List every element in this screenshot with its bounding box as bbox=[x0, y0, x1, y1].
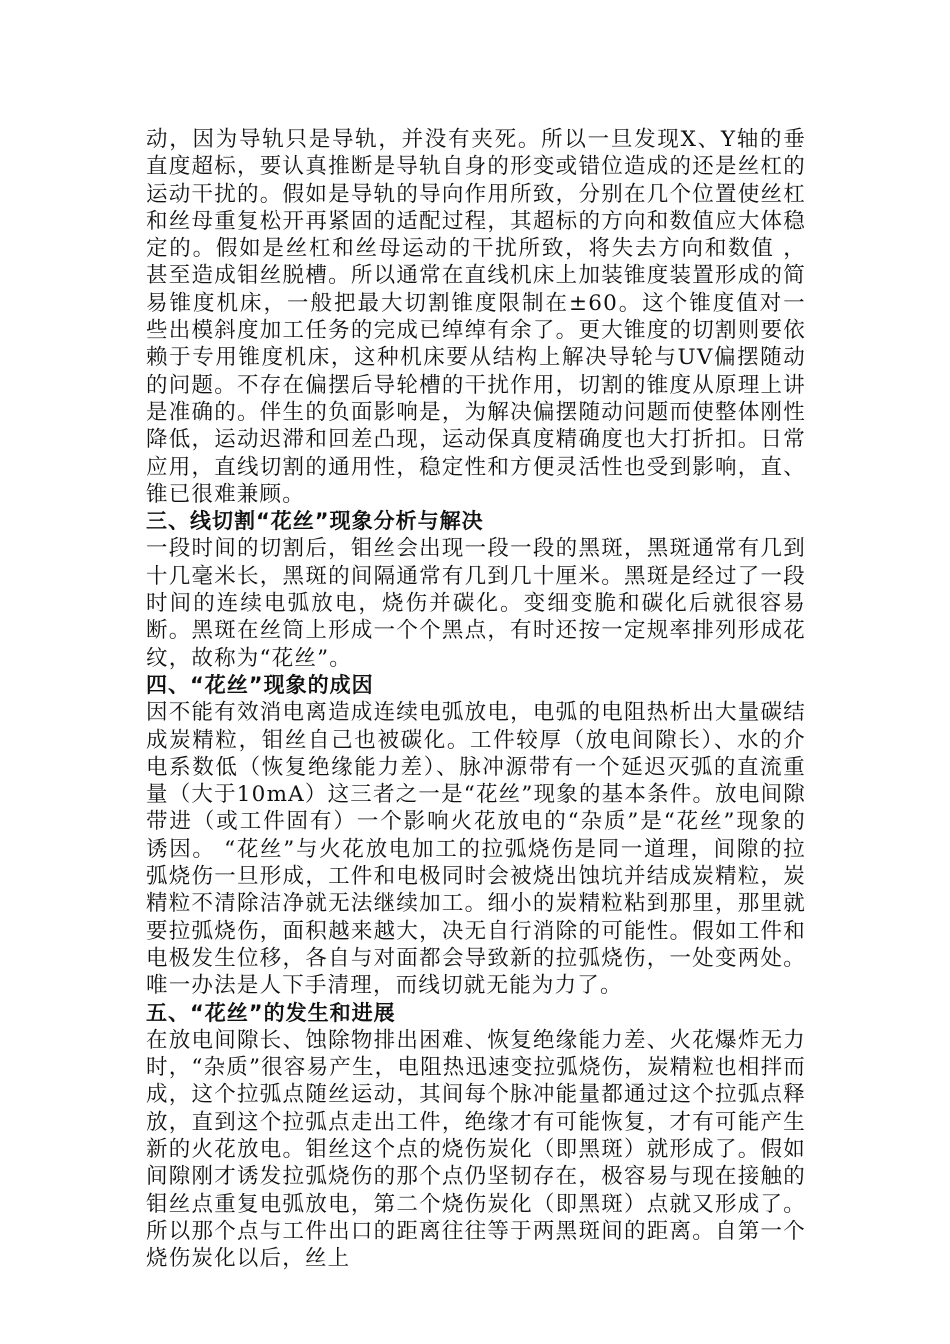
paragraph-black-spots: 一段时间的切割后，钼丝会出现一段一段的黑斑，黑斑通常有几到十几毫米长，黑斑的间隔通常有几到几十厘米。黑斑是经过了一段时间的连续电弧放电，烧伤并碳化。变细变脆和碳化后就很容易断。黑斑在丝筒上形成一个个黑点，有时还按一定规率排列形成花纹，故称为“花丝”。 bbox=[146, 536, 806, 671]
paragraph-guide-rail-taper: 动，因为导轨只是导轨，并没有夹死。所以一旦发现X、Y轴的垂直度超标，要认真推断是导轨自身的形变或错位造成的还是丝杠的运动干扰的。假如是导轨的导向作用所致，分别在几个位置使丝杠和丝母重复松开再紧固的适配过程，其超标的方向和数值应大体稳定的。假如是丝杠和丝母运动的干扰所致，将失去方向和数值 ，甚至造成钼丝脱槽。所以通常在直线机床上加装锥度装置形成的简易锥度机床，一般把最大切割锥度限制在±60。这个锥度值对一些出模斜度加工任务的完成已绰绰有余了。更大锥度的切割则要依赖于专用锥度机床，这种机床要从结构上解决导轮与UV偏摆随动的问题。不存在偏摆后导轮槽的干扰作用，切割的锥度从原理上讲是准确的。伴生的负面影响是，为解决偏摆随动问题而使整体刚性降低，运动迟滞和回差凸现，运动保真度精确度也大打折扣。日常应用，直线切割的通用性，稳定性和方便灵活性也受到影响，直、锥已很难兼顾。 bbox=[146, 127, 806, 507]
paragraph-development: 在放电间隙长、蚀除物排出困难、恢复绝缘能力差、火花爆炸无力时，“杂质”很容易产生，电阻热迅速变拉弧烧伤，炭精粒也相拌而成，这个拉弧点随丝运动，其间每个脉冲能量都通过这个拉弧点释放，直到这个拉弧点走出工件，绝缘才有可能恢复，才有可能产生新的火花放电。钼丝这个点的烧伤炭化（即黑斑）就形成了。假如间隙刚才诱发拉弧烧伤的那个点仍坚韧存在，极容易与现在接触的钼丝点重复电弧放电，第二个烧伤炭化（即黑斑）点就又形成了。所以那个点与工件出口的距离往往等于两黑斑间的距离。自第一个烧伤炭化以后，丝上 bbox=[146, 1027, 806, 1272]
paragraph-causes: 因不能有效消电离造成连续电弧放电，电弧的电阻热析出大量碳结成炭精粒，钼丝自己也被碳化。工件较厚（放电间隙长）、水的介电系数低（恢复绝缘能力差）、脉冲源带有一个延迟灭弧的直流重量（大于10mA）这三者之一是“花丝”现象的基本条件。放电间隙带进（或工件固有）一个影响火花放电的“杂质”是“花丝”现象的诱因。 “花丝”与火花放电加工的拉弧烧伤是同一道理，间隙的拉弧烧伤一旦形成，工件和电极同时会被烧出蚀坑并结成炭精粒，炭精粒不清除洁净就无法继续加工。细小的炭精粒粘到那里，那里就要拉弧烧伤，面积越来越大，决无自行消除的可能性。假如工件和电极发生位移，各自与对面都会导致新的拉弧烧伤，一处变两处。唯一办法是人下手清理，而线切就无能为力了。 bbox=[146, 700, 806, 999]
heading-section-5: 五、“花丝”的发生和进展 bbox=[146, 1000, 396, 1025]
document-page bbox=[146, 126, 806, 1272]
heading-section-4: 四、“花丝”现象的成因 bbox=[146, 672, 374, 697]
heading-section-3: 三、线切割“花丝”现象分析与解决 bbox=[146, 509, 484, 534]
